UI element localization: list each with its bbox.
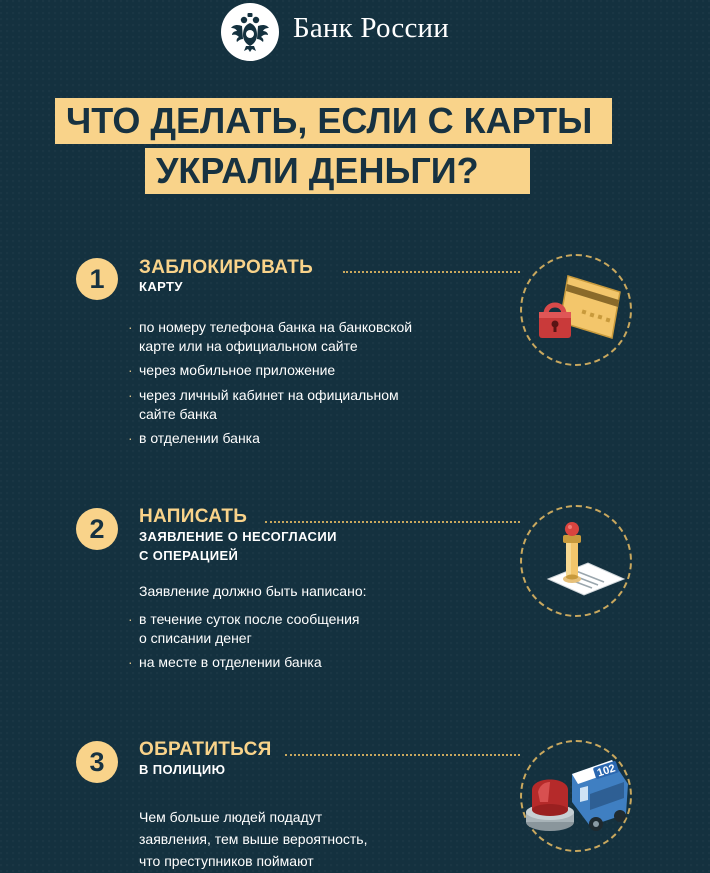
card-lock-icon: [520, 254, 632, 366]
step-2-title: НАПИСАТЬ: [139, 506, 248, 527]
step-3-title: ОБРАТИТЬСЯ: [139, 739, 272, 760]
step-3-text-line-3: что преступников поймают: [139, 853, 314, 869]
double-headed-eagle-icon: [227, 9, 273, 55]
step-3-subtitle: В ПОЛИЦИЮ: [139, 762, 226, 777]
step-3-number: 3: [76, 741, 118, 783]
step-3-text-line-1: Чем больше людей подадут: [139, 809, 323, 825]
step-1-subtitle: КАРТУ: [139, 279, 183, 294]
list-item: · через мобильное приложение: [128, 362, 336, 378]
step-3-text-line-2: заявления, тем выше вероятность,: [139, 831, 368, 847]
bank-name: Банк России: [293, 12, 449, 44]
list-item-continuation: о списании денег: [139, 630, 252, 646]
list-item: · в отделении банка: [128, 430, 260, 446]
step-2-bullet-list: [128, 610, 360, 672]
page-title-line-2: УКРАЛИ ДЕНЬГИ?: [145, 148, 530, 194]
step-2-subtitle-line-1: ЗАЯВЛЕНИЕ О НЕСОГЛАСИИ: [139, 529, 337, 544]
step-3-text: [139, 808, 367, 871]
bank-logo: [221, 3, 279, 61]
step-2-number: 2: [76, 508, 118, 550]
step-1-bullet-list: [128, 318, 413, 448]
page-title-line-1: ЧТО ДЕЛАТЬ, ЕСЛИ С КАРТЫ: [55, 98, 612, 144]
list-item: · в течение суток после сообщения: [128, 611, 360, 627]
list-item-continuation: сайте банка: [139, 406, 217, 422]
police-siren-car-icon: [520, 740, 632, 852]
list-item-continuation: карте или на официальном сайте: [139, 338, 358, 354]
step-2-subtitle-line-2: С ОПЕРАЦИЕЙ: [139, 548, 239, 563]
stamp-document-icon: [520, 505, 632, 617]
step-1-number: 1: [76, 258, 118, 300]
step-1-connector: [343, 271, 520, 273]
list-item: · по номеру телефона банка на банковской: [128, 319, 413, 335]
list-item: · на месте в отделении банка: [128, 654, 322, 670]
step-1-title: ЗАБЛОКИРОВАТЬ: [139, 257, 314, 278]
step-2-intro: Заявление должно быть написано:: [139, 583, 367, 599]
list-item: · через личный кабинет на официальном: [128, 387, 399, 403]
step-2-connector: [265, 521, 520, 523]
police-number: 102: [595, 762, 617, 780]
step-3-connector: [285, 754, 520, 756]
